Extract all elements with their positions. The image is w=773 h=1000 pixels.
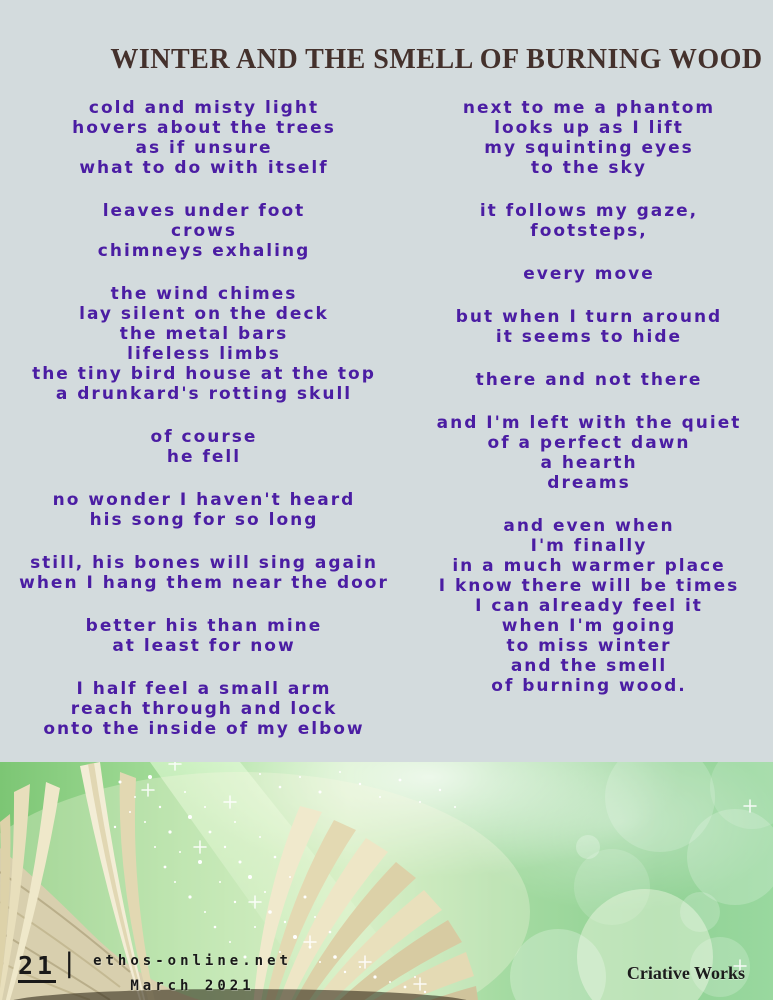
poem-line: he fell xyxy=(166,447,242,467)
poem-line: the tiny bird house at the top xyxy=(32,364,376,384)
poem-line: onto the inside of my elbow xyxy=(43,719,365,739)
poem-line: lifeless limbs xyxy=(127,344,281,364)
poem-line: it seems to hide xyxy=(495,327,683,347)
poem-line: to miss winter xyxy=(506,636,672,656)
poem-line: dreams xyxy=(547,473,631,493)
poem-line: footsteps, xyxy=(530,221,648,241)
stanza xyxy=(8,284,400,404)
poem-line: no wonder I haven't heard xyxy=(52,490,356,510)
poem-line: looks up as I lift xyxy=(494,118,684,138)
stanza xyxy=(8,98,400,178)
credit-label: Criative Works xyxy=(626,963,745,983)
poem-line: every move xyxy=(523,264,655,284)
stanza xyxy=(405,98,773,178)
poem-line: of burning wood. xyxy=(491,676,687,696)
stanza xyxy=(405,201,773,241)
poem-line: a hearth xyxy=(540,453,638,473)
poem-line: and even when xyxy=(503,516,675,536)
stanza xyxy=(8,553,400,593)
poem-line: the wind chimes xyxy=(110,284,298,304)
poem-line: what to do with itself xyxy=(79,158,329,178)
stanza xyxy=(405,264,773,284)
poem-line: lay silent on the deck xyxy=(79,304,329,324)
poem-line: my squinting eyes xyxy=(484,138,694,158)
poem-line: of course xyxy=(150,427,258,447)
poem-line: crows xyxy=(171,221,237,241)
poem-line: of a perfect dawn xyxy=(487,433,691,453)
poem-line: the metal bars xyxy=(119,324,289,344)
poem-line: to the sky xyxy=(531,158,647,178)
poem-line: reach through and lock xyxy=(70,699,338,719)
poem-line: chimneys exhaling xyxy=(97,241,311,261)
website-url: ethos-online.net xyxy=(93,953,292,969)
stanza xyxy=(8,490,400,530)
poem-line: I know there will be times xyxy=(438,576,740,596)
poem-column-right xyxy=(405,98,773,719)
stanza xyxy=(405,413,773,493)
poem-line: and I'm left with the quiet xyxy=(436,413,742,433)
stanza xyxy=(405,370,773,390)
poem-line: I half feel a small arm xyxy=(76,679,332,699)
footer-left xyxy=(18,948,77,980)
stanza xyxy=(8,201,400,261)
poem-line: next to me a phantom xyxy=(462,98,716,118)
stanza xyxy=(8,616,400,656)
page-number: 21 | xyxy=(18,959,77,978)
poem-line: better his than mine xyxy=(85,616,323,636)
issue-date: March 2021 xyxy=(130,978,255,994)
page-title: WINTER AND THE SMELL OF BURNING WOOD xyxy=(110,44,763,75)
poem-line: leaves under foot xyxy=(102,201,306,221)
poem-line: his song for so long xyxy=(89,510,319,530)
poem-line: cold and misty light xyxy=(88,98,320,118)
stanza xyxy=(8,679,400,739)
stanza xyxy=(8,427,400,467)
poem-line: and the smell xyxy=(510,656,668,676)
poem-line: a drunkard's rotting skull xyxy=(55,384,353,404)
poem-line: it follows my gaze, xyxy=(479,201,699,221)
poem-line: when I hang them near the door xyxy=(19,573,389,593)
stanza xyxy=(405,307,773,347)
poem-line: there and not there xyxy=(475,370,703,390)
poem-line: in a much warmer place xyxy=(452,556,726,576)
poem-column-left xyxy=(8,98,400,762)
poem-line: I can already feel it xyxy=(475,596,703,616)
poem-line: but when I turn around xyxy=(455,307,723,327)
stanza xyxy=(405,516,773,696)
poem-line: as if unsure xyxy=(135,138,273,158)
poem-line: I'm finally xyxy=(530,536,648,556)
poem-line: when I'm going xyxy=(501,616,677,636)
page-number-divider: | xyxy=(61,948,78,979)
poem-line: hovers about the trees xyxy=(72,118,336,138)
poem-line: at least for now xyxy=(112,636,296,656)
poem-line: still, his bones will sing again xyxy=(30,553,378,573)
